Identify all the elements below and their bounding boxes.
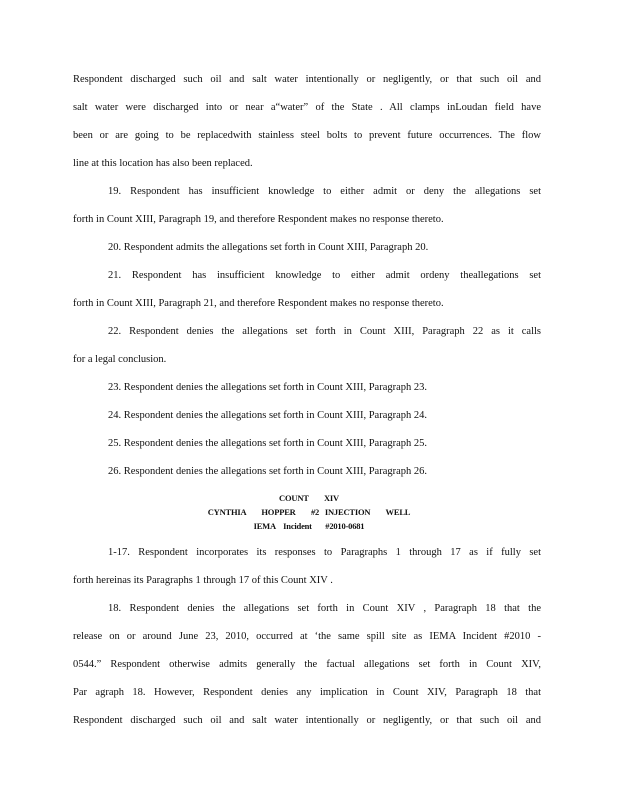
body-text-line: release on or around June 23, 2010, occurred at ‘the same spill site as IEMA Incident #2010 - <box>73 631 541 642</box>
body-text-line: line at this location has also been replaced. <box>73 158 253 169</box>
body-text-line: Respondent discharged such oil and salt water intentionally or negligently, or that such oil and <box>73 74 541 85</box>
body-text-line: salt water were discharged into or near a“water” of the State . All clamps inLoudan field have <box>73 102 541 113</box>
body-text-line: forth in Count XIII, Paragraph 19, and therefore Respondent makes no response thereto. <box>73 214 444 225</box>
body-text-line: forth in Count XIII, Paragraph 21, and therefore Respondent makes no response thereto. <box>73 298 444 309</box>
body-text-line: 19. Respondent has insufficient knowledge to either admit or deny the allegations set <box>108 186 541 197</box>
body-text-line: 26. Respondent denies the allegations set forth in Count XIII, Paragraph 26. <box>108 466 428 477</box>
body-text-line: Par agraph 18. However, Respondent denies any implication in Count XIV, Paragraph 18 that <box>73 687 541 698</box>
body-text-line: 20. Respondent admits the allegations set forth in Count XIII, Paragraph 20. <box>108 242 429 253</box>
body-text-line: 21. Respondent has insufficient knowledge to either admit ordeny theallegations set <box>108 270 541 281</box>
count-heading-line: IEMA Incident #2010-0681 <box>253 521 365 531</box>
body-text-line: forth hereinas its Paragraphs 1 through 17 of this Count XIV . <box>73 575 333 586</box>
body-text-line: 18. Respondent denies the allegations set forth in Count XIV , Paragraph 18 that the <box>108 603 541 614</box>
body-text-line: 23. Respondent denies the allegations set forth in Count XIII, Paragraph 23. <box>108 382 428 393</box>
body-text-line: 24. Respondent denies the allegations set forth in Count XIII, Paragraph 24. <box>108 410 428 421</box>
body-text-line: 0544.” Respondent otherwise admits generally the factual allegations set forth in Count XIV, <box>73 659 541 670</box>
body-text-line: Respondent discharged such oil and salt water intentionally or negligently, or that such oil and <box>73 715 541 726</box>
body-text-line: 1-17. Respondent incorporates its responses to Paragraphs 1 through 17 as if fully set <box>108 547 541 558</box>
count-heading-line: COUNT XIV <box>279 493 339 503</box>
count-heading-line: CYNTHIA HOPPER #2 INJECTION WELL <box>207 507 411 517</box>
body-text-line: been or are going to be replacedwith stainless steel bolts to prevent future occurrences. The flow <box>73 130 541 141</box>
body-text-line: for a legal conclusion. <box>73 354 167 365</box>
body-text-line: 25. Respondent denies the allegations set forth in Count XIII, Paragraph 25. <box>108 438 428 449</box>
body-text-line: 22. Respondent denies the allegations set forth in Count XIII, Paragraph 22 as it calls <box>108 326 541 337</box>
